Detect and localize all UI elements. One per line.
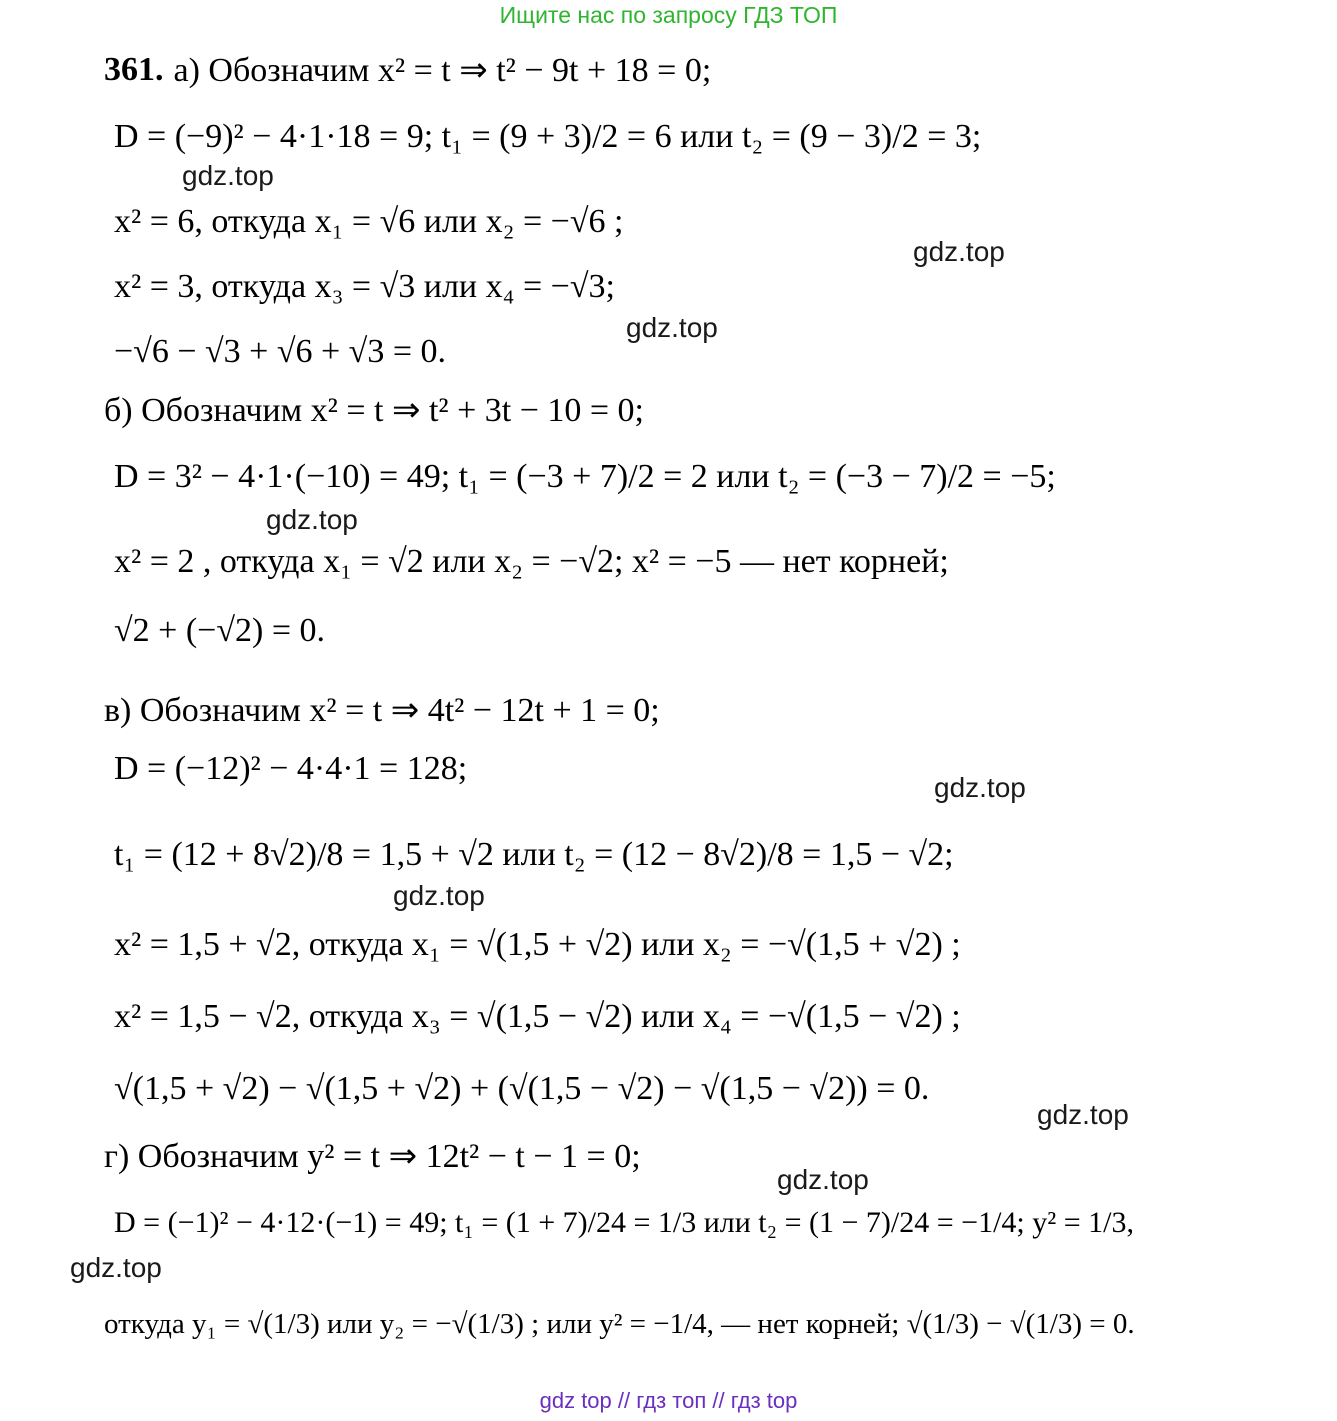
- solution-line: [114, 118, 981, 156]
- solution-line: [114, 268, 615, 306]
- line-text: D = (−9)² − 4·1·18 = 9; t₁ = (9 + 3)/2 = 6 или t₂ = (9 − 3)/2 = 3;: [114, 118, 982, 155]
- line-text: x² = 6, откуда x₁ = √6 или x₂ = −√6 ;: [114, 203, 624, 240]
- line-text: √2 + (−√2) = 0.: [114, 612, 325, 649]
- solution-line: [104, 1308, 1135, 1341]
- solution-line: [114, 926, 961, 964]
- watermark: gdz.top: [70, 1252, 162, 1283]
- watermark: gdz.top: [182, 160, 274, 191]
- line-text: √(1,5 + √2) − √(1,5 + √2) + (√(1,5 − √2) − √(1,5 − √2)) = 0.: [114, 1070, 930, 1107]
- line-text: x² = 3, откуда x₃ = √3 или x₄ = −√3;: [114, 268, 615, 305]
- line-text: D = (−1)² − 4·12·(−1) = 49; t₁ = (1 + 7)/24 = 1/3 или t₂ = (1 − 7)/24 = −1/4; y² = 1/3,: [114, 1206, 1135, 1239]
- watermark: gdz.top: [934, 772, 1026, 803]
- solution-line: [104, 690, 660, 730]
- line-text: x² = 1,5 + √2, откуда x₁ = √(1,5 + √2) или x₂ = −√(1,5 + √2) ;: [114, 926, 961, 963]
- solution-line: [114, 333, 446, 371]
- watermark: gdz.top: [1037, 1099, 1129, 1130]
- solution-line: [114, 1206, 1134, 1240]
- line-text: x² = 2 , откуда x₁ = √2 или x₂ = −√2; x² = −5 — нет корней;: [114, 543, 949, 580]
- watermark: gdz.top: [777, 1164, 869, 1195]
- solution-line: [114, 750, 467, 788]
- solution-line: [104, 1136, 641, 1176]
- line-text: б) Обозначим x² = t ⇒ t² + 3t − 10 = 0;: [104, 392, 644, 429]
- line-text: D = 3² − 4·1·(−10) = 49; t₁ = (−3 + 7)/2 = 2 или t₂ = (−3 − 7)/2 = −5;: [114, 458, 1056, 495]
- footer-tags: gdz top // гдз топ // гдз top: [539, 1388, 798, 1413]
- watermark: gdz.top: [626, 312, 718, 343]
- solution-line: [114, 203, 623, 241]
- line-text: откуда y₁ = √(1/3) или y₂ = −√(1/3) ; или y² = −1/4, — нет корней; √(1/3) − √(1/3) = 0.: [104, 1308, 1135, 1340]
- solution-line: [114, 998, 961, 1036]
- solution-line: [104, 50, 711, 90]
- line-text: −√6 − √3 + √6 + √3 = 0.: [114, 333, 447, 370]
- problem-number: 361.: [104, 51, 164, 88]
- solution-line: [114, 836, 954, 874]
- solution-line: [114, 458, 1056, 496]
- watermark: gdz.top: [266, 504, 358, 535]
- search-hint-header: Ищите нас по запросу ГДЗ ТОП: [499, 2, 838, 28]
- watermark: gdz.top: [913, 236, 1005, 267]
- solution-line: [114, 612, 325, 650]
- line-text: а) Обозначим x² = t ⇒ t² − 9t + 18 = 0;: [173, 52, 712, 89]
- line-text: в) Обозначим x² = t ⇒ 4t² − 12t + 1 = 0;: [104, 692, 660, 729]
- watermark: gdz.top: [393, 880, 485, 911]
- line-text: D = (−12)² − 4·4·1 = 128;: [114, 750, 468, 787]
- solution-line: [114, 543, 949, 581]
- line-text: t₁ = (12 + 8√2)/8 = 1,5 + √2 или t₂ = (12 − 8√2)/8 = 1,5 − √2;: [114, 836, 954, 873]
- solution-line: [104, 390, 644, 430]
- solution-line: [114, 1070, 929, 1108]
- line-text: x² = 1,5 − √2, откуда x₃ = √(1,5 − √2) или x₄ = −√(1,5 − √2) ;: [114, 998, 961, 1035]
- line-text: г) Обозначим y² = t ⇒ 12t² − t − 1 = 0;: [104, 1138, 641, 1175]
